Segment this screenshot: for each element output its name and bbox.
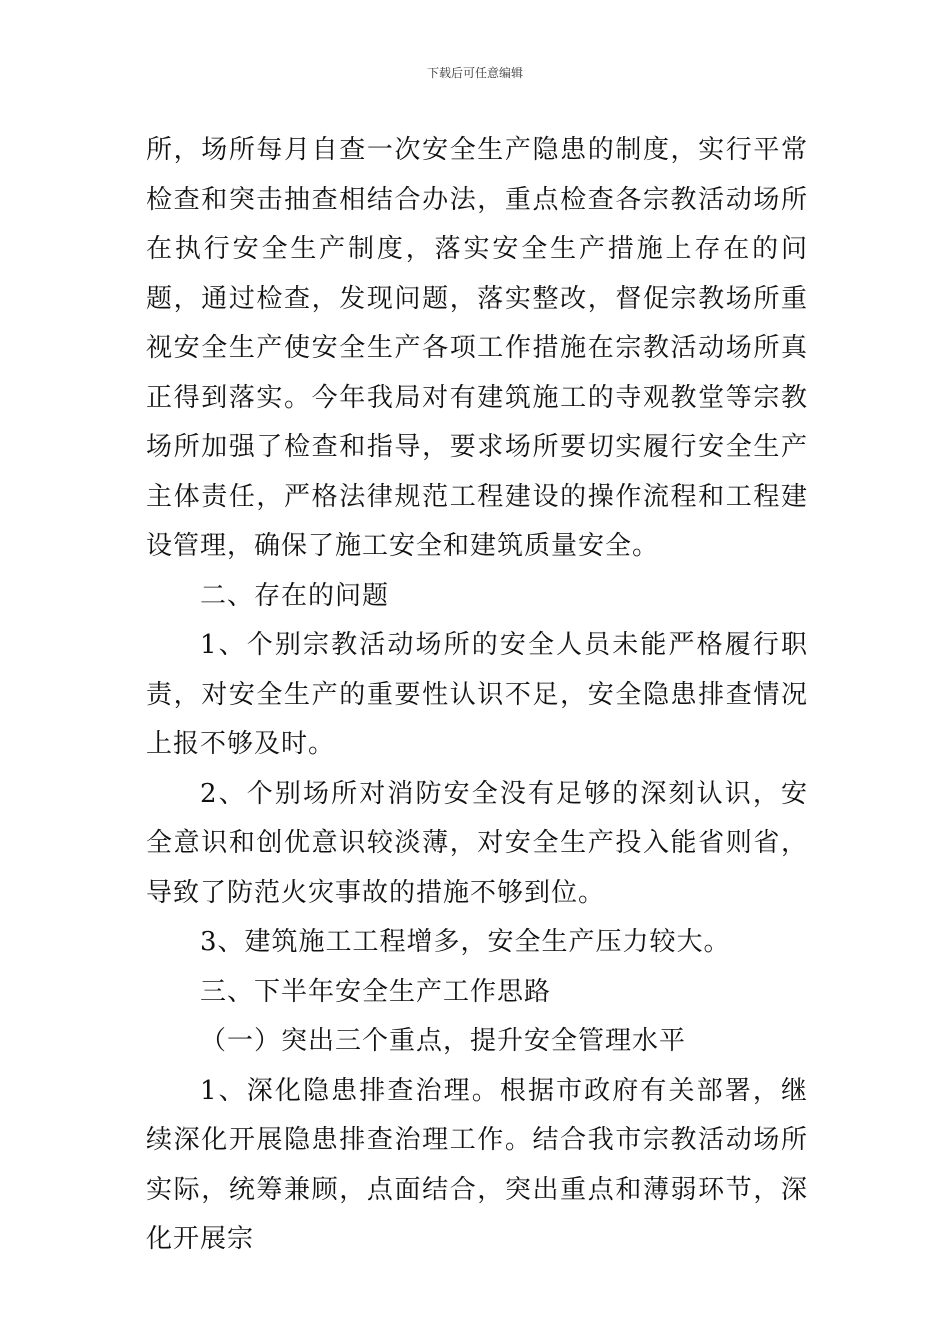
problem-item-3: 3、建筑施工工程增多，安全生产压力较大。 — [200, 927, 731, 957]
problem-item-2: 2、个别场所对消防安全没有足够的深刻认识，安全意识和创优意识较淡薄，对安全生产投入能省则省，导致了防范火灾事故的措施不够到位。 — [146, 778, 808, 908]
section-heading-problems: 二、存在的问题 — [200, 580, 390, 611]
plan-item-1: 1、深化隐患排查治理。根据市政府有关部署，继续深化开展隐患排查治理工作。结合我市宗教活动场所实际，统筹兼顾，点面结合，突出重点和薄弱环节，深化开展宗 — [146, 1075, 808, 1254]
page-header-note: 下载后可任意编辑 — [426, 66, 523, 80]
subsection-heading-focus: （一）突出三个重点，提升安全管理水平 — [200, 1026, 687, 1056]
section-heading-plan: 三、下半年安全生产工作思路 — [200, 976, 552, 1007]
paragraph-continued-inspection: 所，场所每月自查一次安全生产隐患的制度，实行平常检查和突击抽查相结合办法，重点检查各宗教活动场所在执行安全生产制度，落实安全生产措施上存在的问题，通过检查，发现问题，落实整改，督促宗教场所重视安全生产使安全生产各项工作措施在宗教活动场所真正得到落实。今年我局对有建筑施工的寺观教堂等宗教场所加强了检查和指导，要求场所要切实履行安全生产主体责任，严格法律规范工程建设的操作流程和工程建设管理，确保了施工安全和建筑质量安全。 — [146, 135, 808, 561]
document-body — [146, 126, 808, 1265]
problem-item-1: 1、个别宗教活动场所的安全人员未能严格履行职责，对安全生产的重要性认识不足，安全隐患排查情况上报不够及时。 — [146, 630, 808, 759]
